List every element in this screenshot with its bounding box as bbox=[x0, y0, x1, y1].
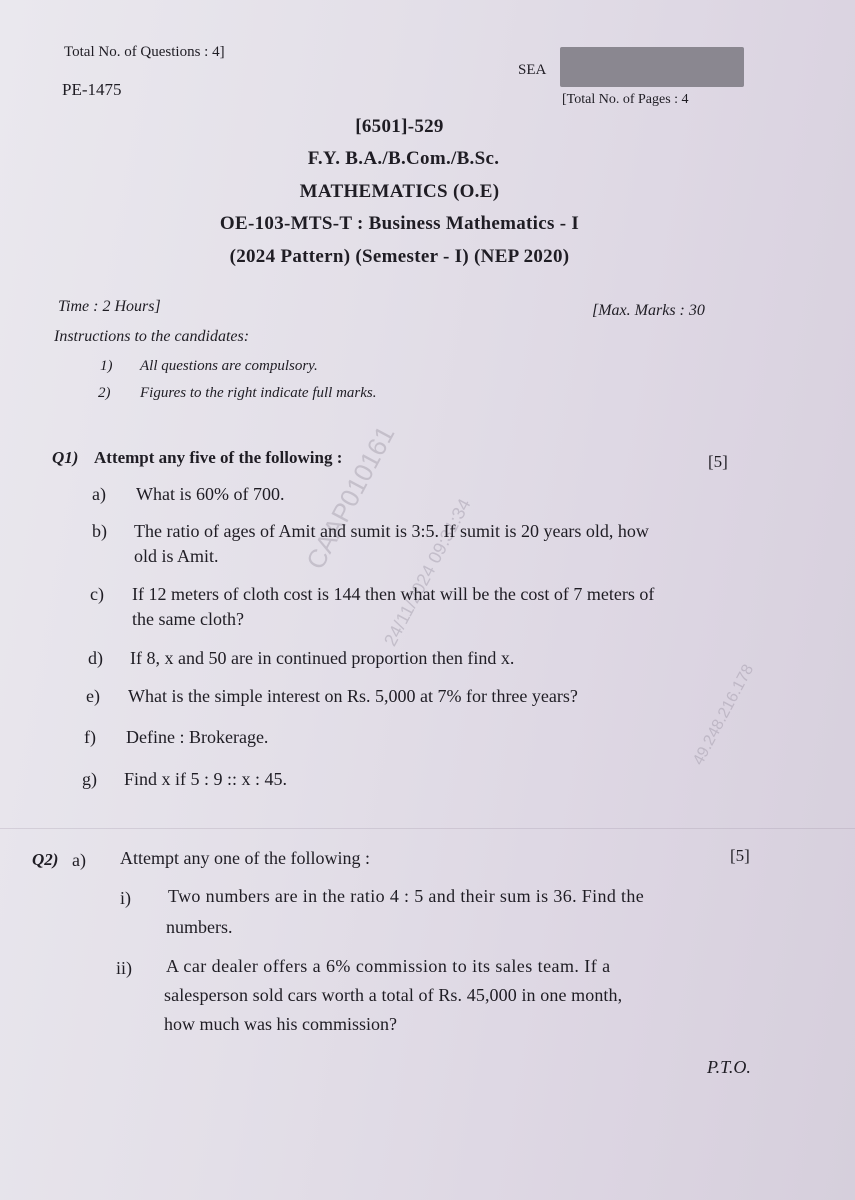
q2-item-num: i) bbox=[120, 888, 131, 908]
q1-item-num: f) bbox=[84, 727, 96, 747]
q1-item-text: Define : Brokerage. bbox=[126, 727, 269, 747]
q1-title: Attempt any five of the following : bbox=[94, 448, 343, 467]
paper-fold bbox=[0, 828, 855, 829]
subject: MATHEMATICS (O.E) bbox=[299, 181, 500, 202]
time: Time : 2 Hours] bbox=[58, 298, 161, 315]
q1-item-text: If 8, x and 50 are in continued proportion then find x. bbox=[130, 648, 515, 668]
q2-label: Q2) bbox=[32, 850, 59, 869]
paper-title: OE-103-MTS-T : Business Mathematics - I bbox=[219, 213, 580, 234]
q1-item-num: g) bbox=[82, 769, 97, 789]
q1-item-text: The ratio of ages of Amit and sumit is 3:5. If sumit is 20 years old, how bbox=[134, 521, 649, 541]
instruction-text: Figures to the right indicate full marks. bbox=[140, 385, 377, 401]
q2-item-text-cont: salesperson sold cars worth a total of Rs. 45,000 in one month, bbox=[164, 985, 623, 1005]
q1-item-num: c) bbox=[90, 584, 104, 604]
q2-item-text-cont: numbers. bbox=[166, 917, 233, 937]
q1-item-text: Find x if 5 : 9 :: x : 45. bbox=[124, 769, 288, 789]
q1-label: Q1) bbox=[52, 448, 79, 467]
q1-item-text: If 12 meters of cloth cost is 144 then what will be the cost of 7 meters of bbox=[132, 584, 655, 604]
q1-item-num: a) bbox=[92, 484, 106, 504]
instruction-num: 1) bbox=[100, 358, 113, 374]
q1-item-text: What is 60% of 700. bbox=[136, 484, 285, 504]
max-marks: [Max. Marks : 30 bbox=[592, 302, 705, 319]
q2-title: Attempt any one of the following : bbox=[120, 848, 370, 868]
q2-part: a) bbox=[72, 850, 86, 870]
q2-item-text-cont: how much was his commission? bbox=[164, 1014, 397, 1034]
course: F.Y. B.A./B.Com./B.Sc. bbox=[307, 148, 500, 169]
q1-item-text-cont: the same cloth? bbox=[132, 609, 244, 629]
total-pages: [Total No. of Pages : 4 bbox=[562, 92, 689, 107]
instruction-text: All questions are compulsory. bbox=[140, 358, 318, 374]
q2-item-text: A car dealer offers a 6% commission to its sales team. If a bbox=[166, 956, 611, 976]
q2-item-text: Two numbers are in the ratio 4 : 5 and their sum is 36. Find the bbox=[168, 886, 645, 906]
instructions-title: Instructions to the candidates: bbox=[54, 328, 250, 345]
watermark-stamp-3: 49.248.216.178 bbox=[690, 661, 758, 768]
total-questions: Total No. of Questions : 4] bbox=[64, 44, 225, 60]
seat-number-redacted bbox=[560, 47, 744, 87]
pattern: (2024 Pattern) (Semester - I) (NEP 2020) bbox=[229, 246, 570, 267]
q2-marks: [5] bbox=[730, 846, 750, 865]
q1-item-num: b) bbox=[92, 521, 107, 541]
watermark-stamp-1: CAAP010161 bbox=[300, 420, 401, 575]
q1-item-text-cont: old is Amit. bbox=[134, 546, 219, 566]
q1-item-num: d) bbox=[88, 648, 103, 668]
exam-code: [6501]-529 bbox=[355, 116, 444, 137]
paper-code: PE-1475 bbox=[62, 80, 122, 99]
q1-item-text: What is the simple interest on Rs. 5,000 at 7% for three years? bbox=[128, 686, 578, 706]
q1-item-num: e) bbox=[86, 686, 100, 706]
q1-marks: [5] bbox=[708, 452, 728, 471]
watermark-stamp-2: 24/11/2024 09:31:34 bbox=[380, 495, 475, 650]
instruction-num: 2) bbox=[98, 385, 111, 401]
pto: P.T.O. bbox=[707, 1057, 751, 1077]
q2-item-num: ii) bbox=[116, 958, 132, 978]
seat-label: SEA bbox=[518, 62, 547, 78]
